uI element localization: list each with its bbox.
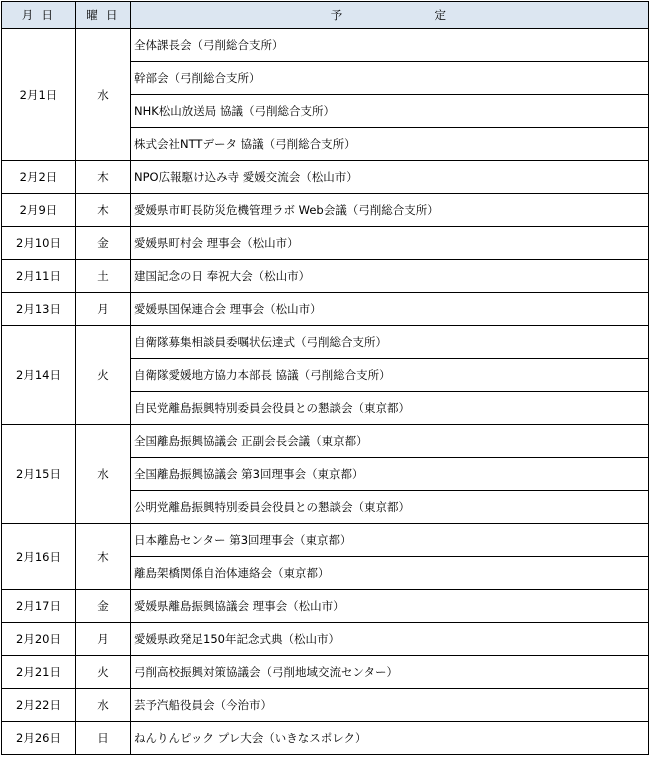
date-cell: 2月26日	[2, 722, 76, 755]
weekday-cell: 金	[76, 227, 131, 260]
weekday-cell: 月	[76, 293, 131, 326]
header-plan-right: 定	[434, 8, 449, 22]
weekday-cell: 木	[76, 524, 131, 590]
date-cell: 2月10日	[2, 227, 76, 260]
event-cell: NPO広報駆け込み寺 愛媛交流会（松山市）	[131, 161, 649, 194]
weekday-cell: 水	[76, 689, 131, 722]
weekday-cell: 木	[76, 194, 131, 227]
schedule-table	[1, 1, 649, 755]
table-row	[2, 194, 649, 227]
header-plan-left: 予	[330, 8, 345, 22]
event-cell: 日本離島センター 第3回理事会（東京都）	[131, 524, 649, 557]
weekday-cell: 水	[76, 29, 131, 161]
table-row	[2, 227, 649, 260]
date-cell: 2月2日	[2, 161, 76, 194]
table-row	[2, 326, 649, 359]
date-cell: 2月17日	[2, 590, 76, 623]
event-cell: NHK松山放送局 協議（弓削総合支所）	[131, 95, 649, 128]
date-cell: 2月15日	[2, 425, 76, 524]
event-cell: 建国記念の日 奉祝大会（松山市）	[131, 260, 649, 293]
date-cell: 2月20日	[2, 623, 76, 656]
date-cell: 2月9日	[2, 194, 76, 227]
table-row	[2, 722, 649, 755]
event-cell: 愛媛県離島振興協議会 理事会（松山市）	[131, 590, 649, 623]
header-weekday: 曜 日	[76, 2, 131, 29]
table-row	[2, 590, 649, 623]
weekday-cell: 土	[76, 260, 131, 293]
date-cell: 2月21日	[2, 656, 76, 689]
event-cell: 弓削高校振興対策協議会（弓削地域交流センター）	[131, 656, 649, 689]
table-row	[2, 293, 649, 326]
table-row	[2, 689, 649, 722]
event-cell: 離島架橋関係自治体連絡会（東京都）	[131, 557, 649, 590]
event-cell: 幹部会（弓削総合支所）	[131, 62, 649, 95]
weekday-cell: 水	[76, 425, 131, 524]
event-cell: 愛媛県政発足150年記念式典（松山市）	[131, 623, 649, 656]
table-row	[2, 656, 649, 689]
event-cell: ねんりんピック プレ大会（いきなスポレク）	[131, 722, 649, 755]
event-cell: 公明党離島振興特別委員会役員との懇談会（東京都）	[131, 491, 649, 524]
event-cell: 愛媛県市町長防災危機管理ラボ Web会議（弓削総合支所）	[131, 194, 649, 227]
date-cell: 2月22日	[2, 689, 76, 722]
date-cell: 2月13日	[2, 293, 76, 326]
event-cell: 愛媛県町村会 理事会（松山市）	[131, 227, 649, 260]
event-cell: 全国離島振興協議会 第3回理事会（東京都）	[131, 458, 649, 491]
weekday-cell: 月	[76, 623, 131, 656]
weekday-cell: 火	[76, 656, 131, 689]
event-cell: 全体課長会（弓削総合支所）	[131, 29, 649, 62]
date-cell: 2月1日	[2, 29, 76, 161]
date-cell: 2月14日	[2, 326, 76, 425]
event-cell: 自衛隊募集相談員委嘱状伝達式（弓削総合支所）	[131, 326, 649, 359]
table-row	[2, 425, 649, 458]
weekday-cell: 火	[76, 326, 131, 425]
table-row	[2, 524, 649, 557]
table-row	[2, 623, 649, 656]
weekday-cell: 木	[76, 161, 131, 194]
weekday-cell: 金	[76, 590, 131, 623]
date-cell: 2月11日	[2, 260, 76, 293]
event-cell: 芸予汽船役員会（今治市）	[131, 689, 649, 722]
event-cell: 株式会社NTTデータ 協議（弓削総合支所）	[131, 128, 649, 161]
header-date: 月 日	[2, 2, 76, 29]
event-cell: 自民党離島振興特別委員会役員との懇談会（東京都）	[131, 392, 649, 425]
schedule-body	[2, 29, 649, 755]
date-cell: 2月16日	[2, 524, 76, 590]
header-row	[2, 2, 649, 29]
event-cell: 自衛隊愛媛地方協力本部長 協議（弓削総合支所）	[131, 359, 649, 392]
header-plan	[131, 2, 649, 29]
table-row	[2, 260, 649, 293]
table-row	[2, 29, 649, 62]
weekday-cell: 日	[76, 722, 131, 755]
event-cell: 全国離島振興協議会 正副会長会議（東京都）	[131, 425, 649, 458]
table-row	[2, 161, 649, 194]
event-cell: 愛媛県国保連合会 理事会（松山市）	[131, 293, 649, 326]
